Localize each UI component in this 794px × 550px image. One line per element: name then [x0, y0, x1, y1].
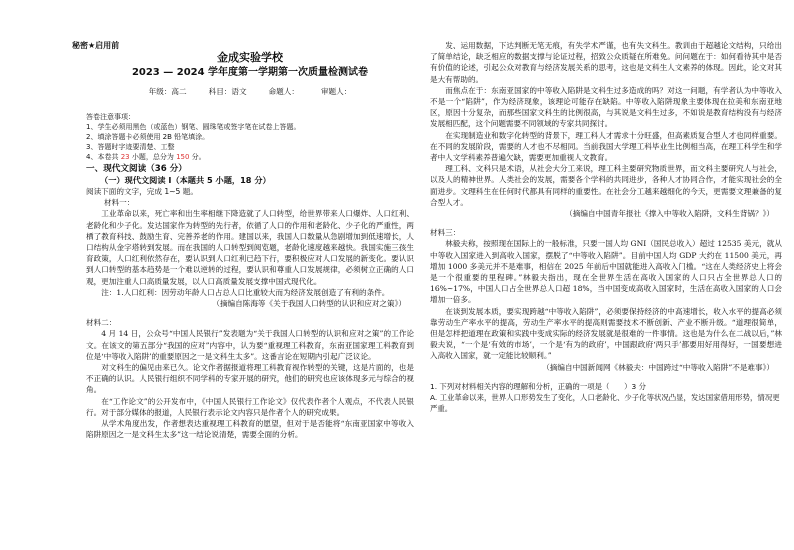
note-3: 3、答题时字迹要清楚、工整 [86, 142, 175, 151]
author-label: 命题人： [268, 87, 299, 97]
material-3-source: （摘编自中国新闻网《林毅夫：中国跨过“中等收入陷阱”不是难事》） [542, 362, 774, 372]
material-2-paragraph-6: 而焦点在于：东南亚国家的中等收入陷阱是文科生过多造成的吗？对这一问题，有学者认为中等收入不是一个“陷阱”，作为经济现象，该理论可能存在缺陷。中等收入陷阱现象主要体现在拉美和东南亚地区，原因十分复杂，而那些国家文科生的比例很高，与其说是文科生过多，不如说是教育结构没有与经济发展相匹配，这个问题需要不同领域的专家共同探讨。 [430, 85, 782, 129]
material-2-paragraph-8: 理工科、文科只是术语，从社会大分工来说，理工科主要研究物质世界，而文科主要研究人与社会，以及人的精神世界。人类社会的发展，需要各个学科的共同进步，各种人才协同合作，才能实现社会的全面进步。文理科生在任何时代都具有同样的重要性。在社会分工越来越细化的今天，更需要文理兼备的复合型人才。 [430, 164, 782, 207]
confidential-label: 秘密★启用前 [72, 41, 120, 50]
question-1-option-a: A. 工业革命以来，世界人口形势发生了变化，人口老龄化、少子化等状况凸显，发达国家借用形势，情况更严重。 [430, 393, 780, 414]
grade-label: 年级：高二 [148, 87, 187, 97]
note-2: 2、填涂答题卡必须使用 2B 铅笔填涂。 [86, 132, 210, 141]
material-3-paragraph-1: 林毅夫称，按照现在国际上的一般标准，只要一国人均 GNI（国民总收入）超过 12535 美元，就从中等收入国家进入到高收入国家，摆脱了“中等收入陷阱”。目前中国人均 GDP 大约在 11500 美元，再增加 1000 多美元并不是难事，相信在 2025 年前后中国就能进入高收入门槛。“这在人类经济史上将会是一个很重要的里程碑。”林毅夫指出，现在全世界生活在高收入国家的人口只占全世界总人口的 16%~17%，中国人口占全世界总人口超 18%，当中国变成高收入国家时，生活在高收入国家的人口会增加一倍多。 [430, 239, 782, 305]
material-2-paragraph-7: 在实现制造业和数字化转型的背景下，理工科人才需求十分旺盛，但高素质复合型人才也同样重要。在不同的发展阶段，需要的人才也不尽相同。当前我国大学理工科毕业生比例相当高，在理工科学生和学者中人文学科素养普遍欠缺，需要更加重视人文教育。 [430, 130, 782, 163]
material-2-paragraph-4: 从学术角度出发，作者想表达重视理工科教育的愿望，但对于是否能将“东南亚国家中等收入陷阱原因之一是文科生太多”这一结论说清楚，需要全面的分析。 [86, 419, 414, 440]
reviewer-label: 审题人： [320, 87, 352, 97]
material-2-paragraph-2: 对文科生的偏见由来已久。论文作者据报道将理工科教育视作转型的关键，这是片面的，也是不正确的认识。人民银行组织不同学科的专家开展的研究，他们的研究也应该体现多元与综合的视角。 [86, 363, 414, 395]
material-3-label: 材料三： [430, 228, 461, 238]
material-1-note: 注：1.人口红利：因劳动年龄人口占总人口比重较大而为经济发展创造了有利的条件。 [101, 287, 390, 297]
exam-notes [86, 112, 414, 162]
material-2-label: 材料二： [86, 318, 117, 328]
material-2-paragraph-5: 发、运用数据，下达判断无笔无痕，有失学术严谨，也有失文科生。教训由于超越论文结构，只给出了简单结论，缺乏相应的数据支撑与论证过程，招致公众质疑在所难免。问问题在于：如何看待其中是否有价值的论述，引起公众对教育与经济发展关系的思考，这也是文科生人文素养的体现。因此，论文对其是大有帮助的。 [430, 41, 782, 84]
section-1-title: 一、现代文阅读（36 分） [86, 163, 187, 174]
question-count: 23 [120, 152, 130, 161]
note-1: 1、学生必须用黑色（或蓝色）钢笔、圆珠笔或签字笔在试卷上答题。 [86, 122, 301, 131]
right-column [430, 40, 782, 415]
notes-title: 答卷注意事项： [86, 112, 135, 121]
material-1-paragraph: 工业革命以来，死亡率和出生率相继下降造就了人口转型，给世界带来人口爆炸、人口红利、老龄化和少子化。发达国家作为转型的先行者，依循了人口的作用和老龄化、少子化的严重性，两栖了教育科技、鼓励生育、完善养老的作用。建国以来，我国人口数量从急剧增加到低速增长，人口结构从金字塔转到发展。而在我国的人口转型到阅览题，老龄化速度越来越快。我国实施三孩生育政策，人口红利依然存在，要认识到人口红利已趋下行，要积极应对人口发展的新变化。要认识到人口转型的基本趋势是一个难以逆转的过程，要认识和尊重人口发展规律，必须树立正确的人口观，更加注重人口高质量发展，以人口高质量发展支撑中国式现代化。 [86, 209, 414, 286]
material-1-label: 材料一： [104, 198, 135, 208]
material-2-paragraph-3: 在“工作论文”的公开发布中，《中国人民银行工作论文》仅代表作者个人观点，不代表人民银行。对于部分媒体的报道，人民银行表示论文内容只是作者个人的研究成果。 [86, 396, 414, 417]
note-4-prefix: 4、本卷共 [86, 152, 121, 161]
material-1-source: （摘编自陈海等《关于我国人口转型的认识和应对之策》） [212, 299, 406, 309]
note-4 [86, 152, 414, 162]
material-2-source: （摘编自中国青年报社《撑入中等收入陷阱，文科生背锅？》） [565, 209, 774, 219]
school-name: 金成实验学校 [217, 51, 283, 64]
exam-title: 2023 — 2024 学年度第一学期第一次质量检测试卷 [131, 67, 369, 79]
left-column [86, 38, 414, 440]
note-4-suffix: 分。 [189, 152, 206, 161]
subsection-1-title: （一）现代文阅读 I（本题共 5 小题，18 分） [100, 174, 271, 185]
exam-info-row [86, 86, 414, 97]
total-score: 150 [176, 152, 190, 161]
note-4-mid: 小题，总分为 [129, 152, 177, 161]
question-1-stem: 1. 下列对材料相关内容的理解和分析，正确的一项是（ ）3 分 [430, 381, 647, 391]
reading-instruction: 阅读下面的文字，完成 1~5 题。 [86, 187, 198, 197]
material-3-paragraph-2: 在谈到发展本质，要实现跨越“中等收入陷阱”，必须要保持经济的中高速增长，收入水平的提高必须靠劳动生产率水平的提高，劳动生产率水平的提高则需要技术不断创新、产业不断升级。“道理很简单，但是怎样把道理在政策和实践中变成实际的经济发展就是很难的一件事情。这也是为什么在二战以后，”林毅夫说，“一个是‘有效的市场’，一个是‘有为的政府’，中国跟政府‘两只手’都要用好用得好，一国要想进入高收入国家，就一定能比较顺利。” [430, 306, 782, 361]
subject-label: 科目：语文 [208, 87, 247, 97]
material-2-paragraph-1: 4 月 14 日，公众号“中国人民银行”发表题为“关于我国人口转型的认识和应对之策”的工作论文。在该文的第五部分“我国的应对”内容中，认为要“重视理工科教育，东南亚国家理工科教育到位是‘中等收入陷阱’的重要原因之一是文科生太多”。这番言论在短期内引起广泛议论。 [86, 329, 414, 361]
